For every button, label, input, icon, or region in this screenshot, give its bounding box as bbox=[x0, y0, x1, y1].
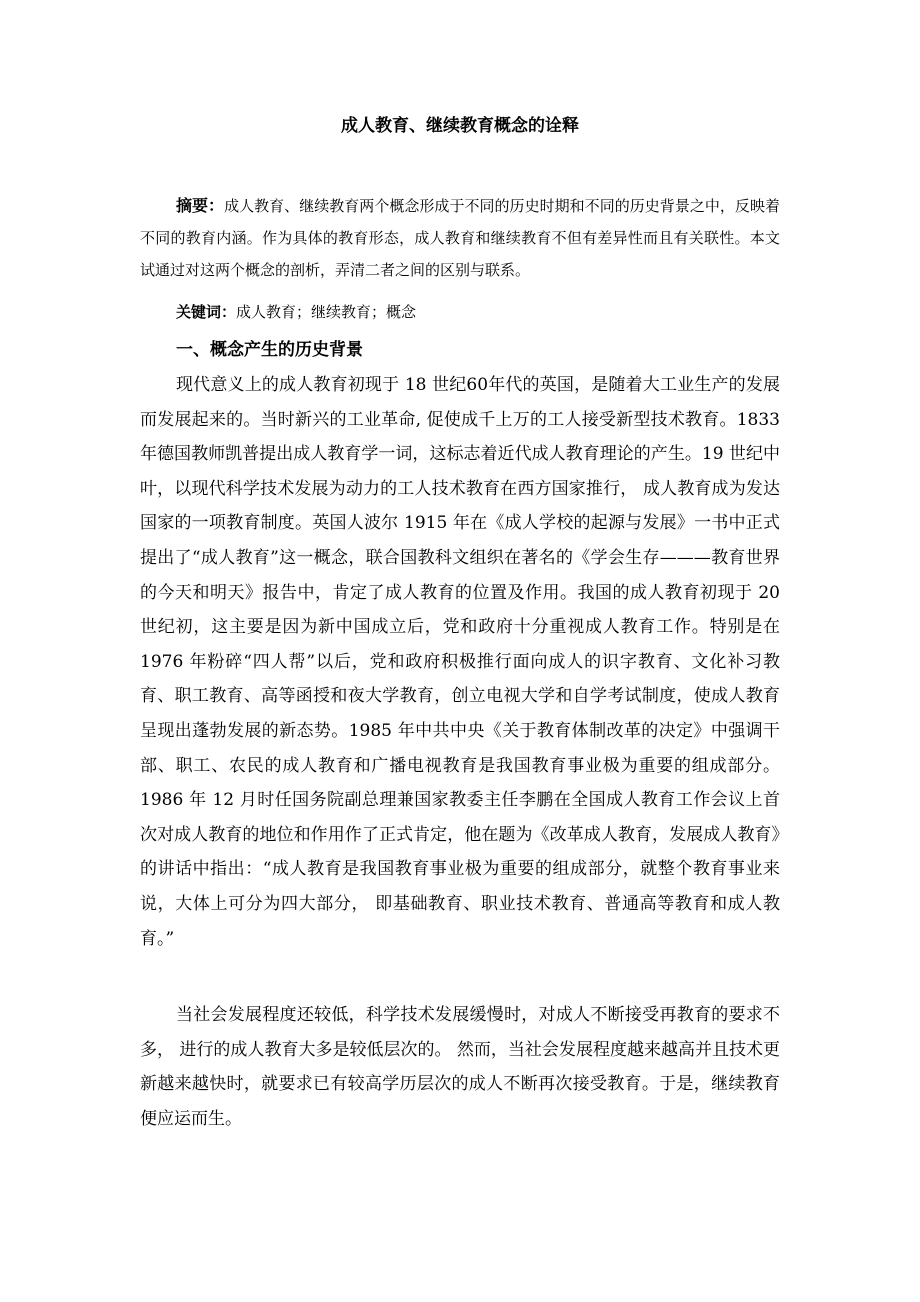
abstract-paragraph bbox=[140, 190, 780, 286]
keywords-label: 关键词： bbox=[176, 303, 237, 321]
section-heading: 一、概念产生的历史背景 bbox=[176, 340, 363, 360]
keywords-line bbox=[176, 296, 416, 328]
abstract-label: 摘要： bbox=[176, 196, 225, 215]
keywords-text: 成人教育；继续教育；概念 bbox=[236, 303, 417, 321]
document-title: 成人教育、继续教育概念的诠释 bbox=[341, 116, 579, 136]
body-paragraph-1: 现代意义上的成人教育初现于 18 世纪60年代的英国，是随着大工业生产的发展而发展起来的。当时新兴的工业革命, 促使成千上万的工人接受新型技术教育。1833 年德国教师凯普提出成人教育学一词，这标志着近代成人教育理论的产生。19 世纪中叶，以现代科学技术发展为动力的工人技术教育在西方国家推行， 成人教育成为发达国家的一项教育制度。英国人波尔 1915 年在《成人学校的起源与发展》一书中正式提出了“成人教育”这一概念，联合国教科文组织在著名的《学会生存———教育世界的今天和明天》报告中，肯定了成人教育的位置及作用。我国的成人教育初现于 20 世纪初，这主要是因为新中国成立后，党和政府十分重视成人教育工作。特别是在 1976 年粉碎“四人帮”以后，党和政府积极推行面向成人的识字教育、文化补习教育、职工教育、高等函授和夜大学教育，创立电视大学和自学考试制度，使成人教育呈现出蓬勃发展的新态势。1985 年中共中央《关于教育体制改革的决定》中强调干部、职工、农民的成人教育和广播电视教育是我国教育事业极为重要的组成部分。1986 年 12 月时任国务院副总理兼国家教委主任李鹏在全国成人教育工作会议上首次对成人教育的地位和作用作了正式肯定，他在题为《改革成人教育，发展成人教育》的讲话中指出：“成人教育是我国教育事业极为重要的组成部分，就整个教育事业来说，大体上可分为四大部分， 即基础教育、职业技术教育、普通高等教育和成人教育。” bbox=[140, 375, 780, 949]
body-paragraph-2: 当社会发展程度还较低，科学技术发展缓慢时，对成人不断接受再教育的要求不多， 进行的成人教育大多是较低层次的。 然而，当社会发展程度越来越高并且技术更新越来越快时，就要求已有较高学历层次的成人不断再次接受教育。于是，继续教育便应运而生。 bbox=[140, 1005, 780, 1129]
abstract-text: 成人教育、继续教育两个概念形成于不同的历史时期和不同的历史背景之中，反映着不同的教育内涵。作为具体的教育形态，成人教育和继续教育不但有差异性而且有关联性。本文试通过对这两个概念的剖析，弄清二者之间的区别与联系。 bbox=[140, 197, 780, 279]
